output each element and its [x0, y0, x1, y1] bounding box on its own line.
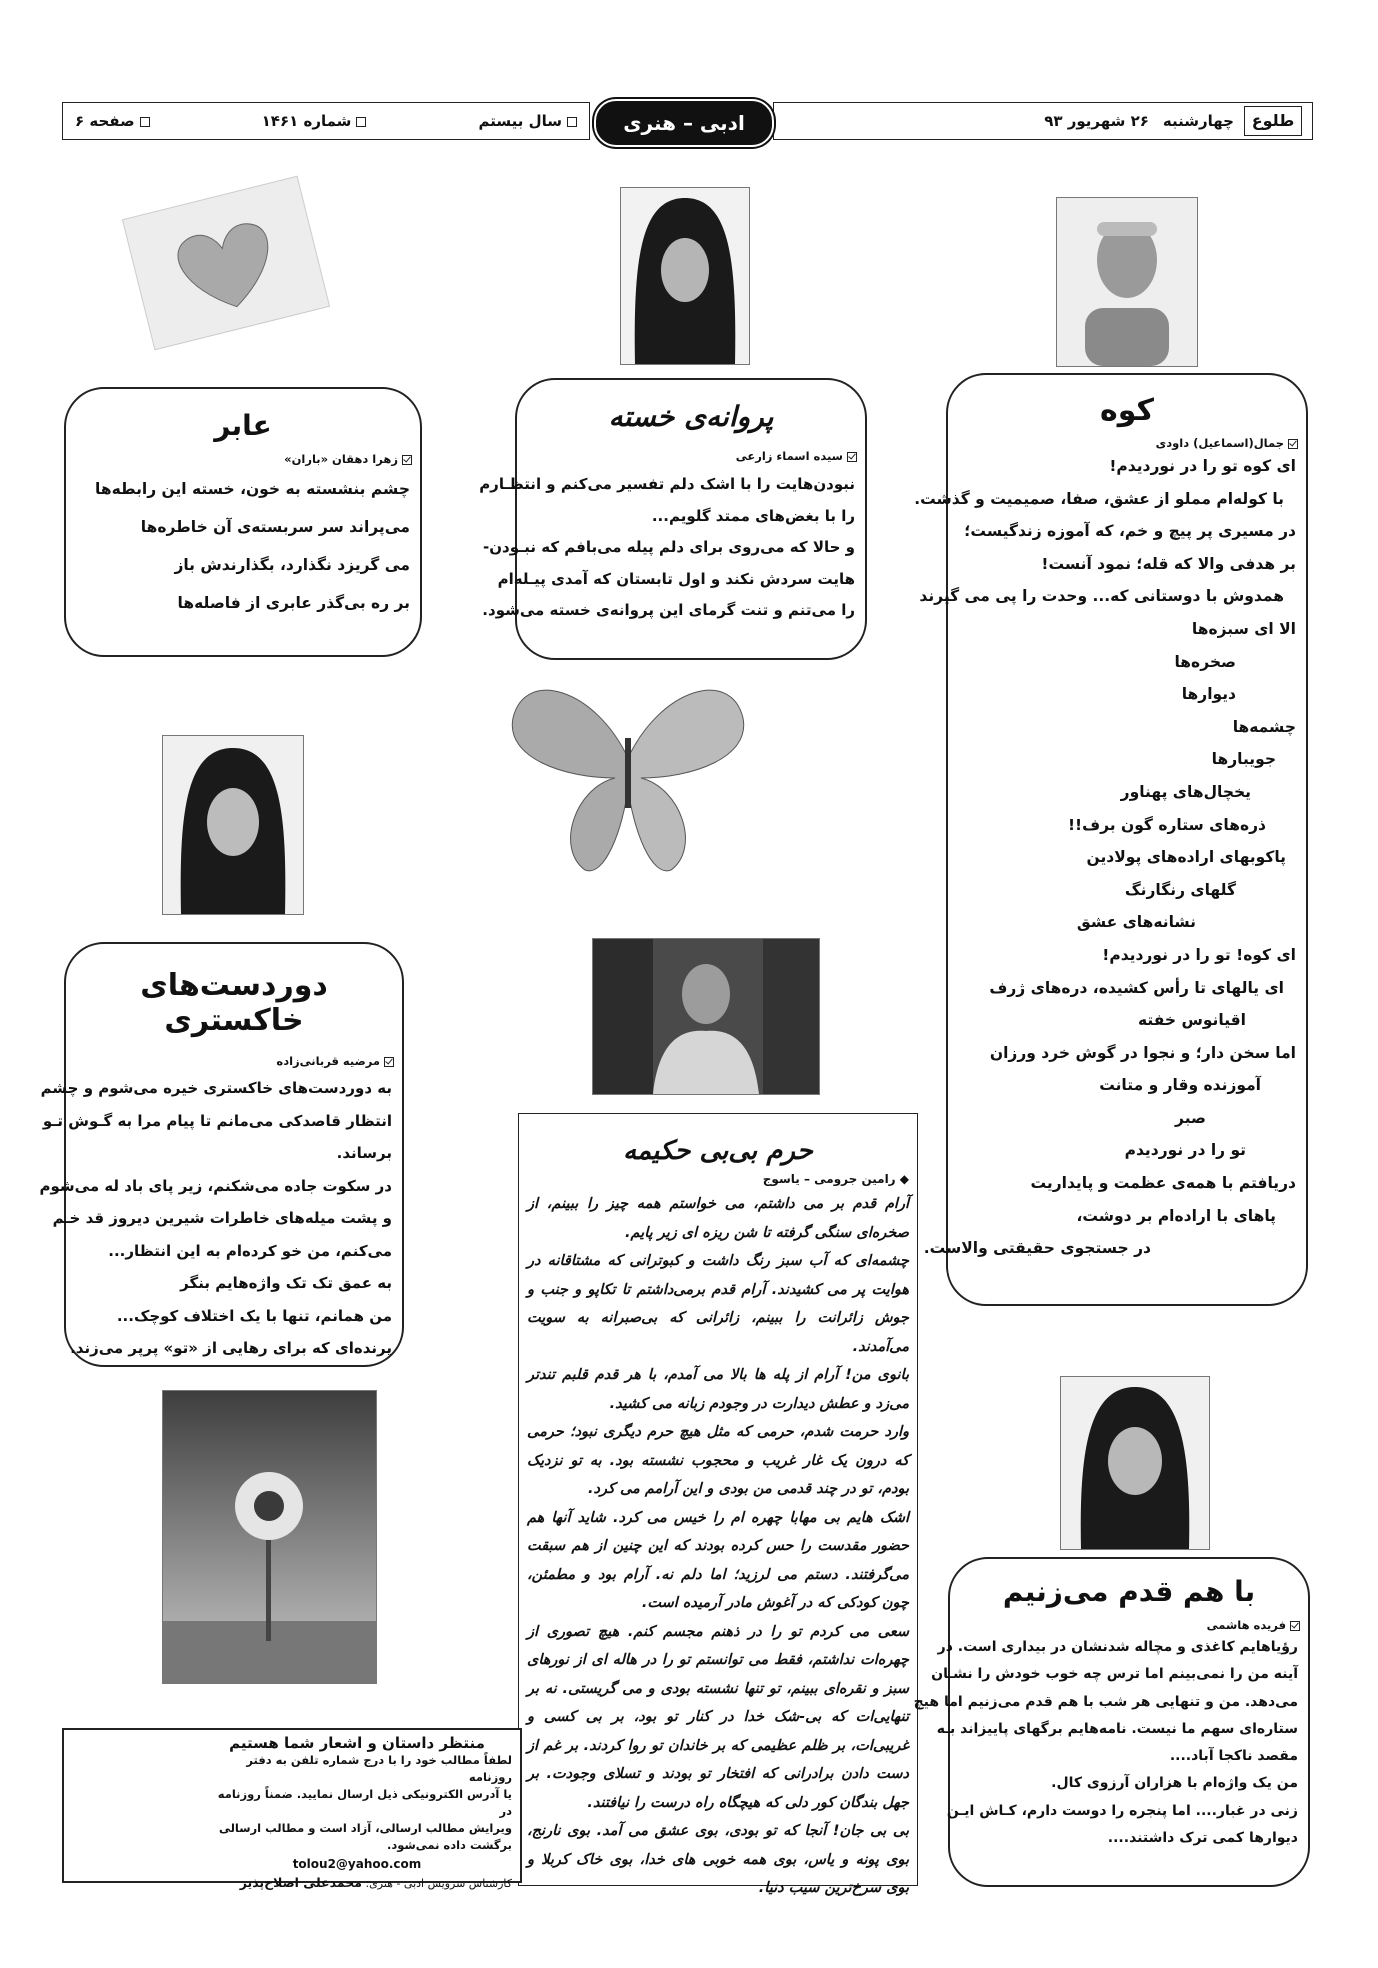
dourdast-line: من همانم، تنها با یک اختلاف کوچک... — [116, 1306, 392, 1325]
aber-line: چشم بنشسته به خون، خسته این رابطه‌ها — [95, 480, 410, 498]
dourdast-line: می‌کنم، من خو کرده‌ام به این انتظار... — [108, 1241, 392, 1260]
koh-line: اما سخن دار؛ و نجوا در گوش خرد ورزان — [989, 1043, 1296, 1062]
haram-text — [519, 1190, 917, 1903]
koh-poem — [914, 450, 1306, 1265]
dourdast-line: پرنده‌ای که برای رهایی از «تو» پرپر می‌زند. — [70, 1339, 392, 1357]
sunflower-image — [162, 1390, 377, 1684]
notice-body-line: لطفاً مطالب خود را با درج شماره تلفن به دفتر روزنامه — [246, 1753, 512, 1784]
koh-line: در جستجوی حقیقتی والاست. — [923, 1239, 1151, 1258]
dourdast-text — [39, 1068, 402, 1365]
bahamghadam-line: رؤیاهایم کاغذی و مچاله شدنشان در بیداری است. در — [937, 1639, 1298, 1655]
newspaper-logo: طلوع — [1244, 106, 1302, 136]
diamond-icon: ◆ — [895, 1172, 909, 1186]
notice-box — [62, 1728, 522, 1890]
koh-line: ای کوه تو را در نوردیدم! — [1109, 457, 1296, 475]
koh-line: با کوله‌ام مملو از عشق، صفا، صمیمیت و گذشت. — [914, 489, 1284, 508]
parvaneh-line: را با بغض‌های ممتد گلویم... — [651, 506, 855, 525]
koh-line: تو را در نوردیدم — [1124, 1141, 1246, 1160]
koh-line: بر هدفی والا که قله؛ نمود آنست! — [1041, 554, 1296, 573]
notice-body-line: ویرایش مطالب ارسالی، آزاد است و مطالب ارسالی — [218, 1821, 512, 1835]
notice-body-line: برگشت داده نمی‌شود. — [386, 1838, 512, 1852]
parvaneh-text — [479, 463, 865, 627]
aber-author: زهرا دهقان «باران» — [66, 452, 420, 466]
notice-title: منتظر داستان و اشعار شما هستیم — [229, 1734, 485, 1752]
koh-line: صبر — [1175, 1108, 1206, 1127]
parvaneh-title: پروانه‌ی خسته — [608, 400, 774, 433]
parvaneh-line: نبودن‌هایت را با اشک دلم تفسیر می‌کنم و انتظـارم — [479, 475, 855, 493]
bahamghadam-text — [913, 1632, 1308, 1852]
koh-line: یخچال‌های پهناور — [1120, 782, 1251, 801]
koh-line: جویبارها — [1211, 750, 1276, 769]
heart-gift-image — [118, 168, 334, 358]
koh-line: در مسیری پر پیچ و خم، که آموزه زندگیست؛ — [964, 522, 1296, 541]
koh-line: نشانه‌های عشق — [1076, 913, 1196, 932]
bahamghadam-author: فریده هاشمی — [950, 1618, 1308, 1632]
notice-body-line: یا آدرس الکترونیکی ذیل ارسال نمایید. ضمناً روزنامه در — [217, 1787, 512, 1818]
dourdast-line: برساند. — [336, 1144, 392, 1162]
dourdast-title: دوردست‌های خاکستری — [140, 968, 328, 1038]
koh-line: پاکوبهای اراده‌های پولادین — [1086, 848, 1286, 867]
photo-man-haram — [592, 938, 820, 1095]
bahamghadam-title: با هم قدم می‌زنیم — [1002, 1575, 1256, 1608]
parvaneh-author: سیده اسماء زارعی — [517, 449, 865, 463]
koh-card — [914, 373, 1308, 1306]
koh-line: گلهای رنگارنگ — [1124, 880, 1236, 899]
dourdast-line: به دوردست‌های خاکستری خیره می‌شوم و چشم — [40, 1079, 392, 1097]
checkbox-icon — [847, 452, 857, 462]
notice-body — [202, 1752, 512, 1854]
header-date: ۲۶ شهریور ۹۳ — [1044, 112, 1149, 130]
koh-line: آموزنده وقار و متانت — [1099, 1076, 1261, 1095]
aber-line: می‌پراند سر سربسته‌ی آن خاطره‌ها — [140, 518, 410, 536]
bahamghadam-line: دیوارها کمی ترک داشتند.... — [1107, 1830, 1298, 1847]
koh-line: پاهای با اراده‌ام بر دوشت، — [1076, 1206, 1276, 1225]
haram-paragraph: آرام قدم بر می داشتم، می خواستم همه چیز را ببینم، از صخره‌ای سنگی گرفته تا شن ریزه ای زیر پایم. — [527, 1196, 909, 1241]
dourdast-author: مرضیه قربانی‌زاده — [66, 1054, 402, 1068]
photo-man-koh — [1056, 197, 1198, 367]
haram-paragraph: وارد حرمت شدم، حرمی که مثل هیچ حرم دیگری نبود؛ حرمی که درون یک غار غریب و محجوب نشسته بود. به تو نزدیک بودم، تو در چند قدمی من بودی و این آرامم می کرد. — [527, 1424, 909, 1497]
bahamghadam-line: آینه من را نمی‌بینم اما ترس چه خوب خودش را نشـان — [931, 1666, 1298, 1683]
koh-title: کوه — [1100, 393, 1154, 428]
aber-line: می گریزد نگذارد، بگذارندش باز — [174, 556, 410, 574]
header-year: سال بیستم — [478, 112, 577, 130]
section-badge: ادبی – هنری — [594, 99, 774, 147]
aber-title: عابر — [214, 409, 272, 442]
koh-line: صخره‌ها — [1174, 652, 1236, 671]
haram-paragraph: سعی می کردم تو را در ذهنم مجسم کنم. هیچ تصوری از چهره‌ات نداشتم، فقط می توانستم تو را در هاله ای از نورهای سبز و نقره‌ای ببینم، تو تنها نشسته بودی و می گریستی. نه بر تنهایی‌ات که بی-شک خدا در کنار تو بود، بر بی کسی و غریبی‌ات، بر ظلم عظیمی که بر خاندان تو روا کردند. بر غم از دست دادن برادرانی که افتخار تو بودند و تسلای وجودت. بر جهل بندگان کور دلی که هیچگاه راه درست را نیافتند. — [527, 1623, 909, 1811]
aber-card — [64, 387, 422, 657]
header-left — [62, 102, 590, 140]
square-icon — [567, 117, 577, 127]
header-page: صفحه ۶ — [75, 112, 150, 130]
square-icon — [140, 117, 150, 127]
koh-line: اقیانوس خفته — [1138, 1011, 1246, 1030]
aber-poem — [66, 466, 420, 622]
square-icon — [356, 117, 366, 127]
parvaneh-line: را می‌تنم و تنت گرمای این پروانه‌ی خسته می‌شود. — [482, 601, 855, 619]
notice-footer: کارشناس سرویس ادبی - هنری: محمدعلی اصلاح‌پذیر — [239, 1875, 512, 1890]
notice-email: tolou2@yahoo.com — [292, 1857, 422, 1871]
aber-line: بر ره بی‌گذر عابری از فاصله‌ها — [177, 594, 410, 612]
dourdast-line: در سکوت جاده می‌شکنم، زیر پای باد له می‌شوم — [39, 1176, 392, 1195]
haram-paragraph: چشمه‌ای که آب سبز رنگ داشت و کبوترانی که مشتاقانه در هوایت پر می کشیدند. آرام قدم برمی‌داشتم تا تکاپو و جنب و جوش زائرانت را ببینم، زائرانی که بی‌صبرانه به سویت می‌آمدند. — [527, 1253, 909, 1355]
haram-paragraph: بانوی من! آرام از پله ها بالا می آمدم، با هر قدم قلبم تندتر می‌زد و عطش دیدارت در وجودم زبانه می کشید. — [527, 1367, 909, 1412]
parvaneh-line: هایت سردش نکند و اول تابستان که آمدی پیـله‌ام — [497, 569, 855, 588]
photo-woman-aber — [162, 735, 304, 915]
dourdast-line: و پشت میله‌های خاطرات شیرین دیروز قد خـم — [52, 1209, 392, 1227]
bahamghadam-card — [913, 1557, 1310, 1887]
butterfly-image — [505, 678, 751, 878]
koh-line: ذره‌های ستاره گون برف!! — [1067, 815, 1266, 834]
dourdast-card — [39, 942, 404, 1367]
checkbox-icon — [1290, 1621, 1300, 1631]
header-issue: شماره ۱۴۶۱ — [262, 112, 367, 130]
koh-line: ای کوه! تو را در نوردیدم! — [1102, 945, 1296, 964]
notice-content — [202, 1734, 512, 1890]
koh-line: همدوش با دوستانی که... وحدت را پی می گیرند — [919, 587, 1284, 606]
bahamghadam-line: من یک واژه‌ام با هزاران آرزوی کال. — [1051, 1775, 1298, 1792]
photo-woman-parvaneh — [620, 187, 750, 365]
koh-line: دیوارها — [1181, 685, 1236, 704]
dourdast-line: به عمق تک تک واژه‌هایم بنگر — [180, 1274, 392, 1292]
photo-woman-bahamghadam — [1060, 1376, 1210, 1550]
bahamghadam-line: ستاره‌ای سهم ما نیست. نامه‌هایم برگهای پاییزاند بـه — [936, 1720, 1298, 1737]
haram-paragraph: اشک هایم بی مهابا چهره ام را خیس می کرد. شاید آنها هم حضور مقدست را حس کرده بودند که این چنین از هم سبقت می‌گرفتند. دستم می لرزید؛ اما دلم نه. آرام بود و مطمئن، چون کودکی که در آغوش مادر آرمیده است. — [527, 1509, 909, 1611]
checkbox-icon — [1288, 439, 1298, 449]
bahamghadam-line: می‌دهد. من و تنهایی هر شب با هم قدم می‌زنیم اما هیچ — [913, 1693, 1298, 1710]
header-day: چهارشنبه — [1162, 112, 1234, 130]
koh-author: جمال(اسماعیل) داودی — [948, 436, 1306, 450]
parvaneh-card — [479, 378, 867, 660]
haram-article — [518, 1113, 918, 1896]
parvaneh-line: و حالا که می‌روی برای دلم پیله می‌بافم که نبـودن- — [483, 538, 855, 556]
checkbox-icon — [384, 1057, 394, 1067]
haram-author: ◆ رامین جرومی – یاسوج — [762, 1172, 909, 1186]
koh-line: الا ای سبزه‌ها — [1191, 619, 1296, 638]
koh-line: دریافتم با همه‌ی عظمت و پایداریت — [1030, 1174, 1296, 1193]
koh-line: چشمه‌ها — [1232, 717, 1296, 736]
header-right — [773, 102, 1313, 140]
haram-paragraph: بی بی جان! آنجا که تو بودی، بوی عشق می آمد. بوی نارنج، بوی پونه و یاس، بوی همه خوبی های خدا، بوی خاک کربلا و بوی سرخ‌ترین سیب دنیا. — [527, 1823, 909, 1896]
dourdast-line: انتظار قاصدکی می‌مانم تا پیام مرا به گـوش تـو — [42, 1111, 392, 1130]
bahamghadam-line: مقصد ناکجا آباد.... — [1169, 1748, 1298, 1765]
koh-line: ای یالهای تا رأس کشیده، دره‌های ژرف — [989, 978, 1284, 997]
bahamghadam-line: زنی در غبار.... اما پنجره را دوست دارم، کـاش ایـن — [946, 1802, 1298, 1819]
checkbox-icon — [402, 455, 412, 465]
haram-title: حرم بی‌بی حکیمه — [623, 1136, 813, 1166]
